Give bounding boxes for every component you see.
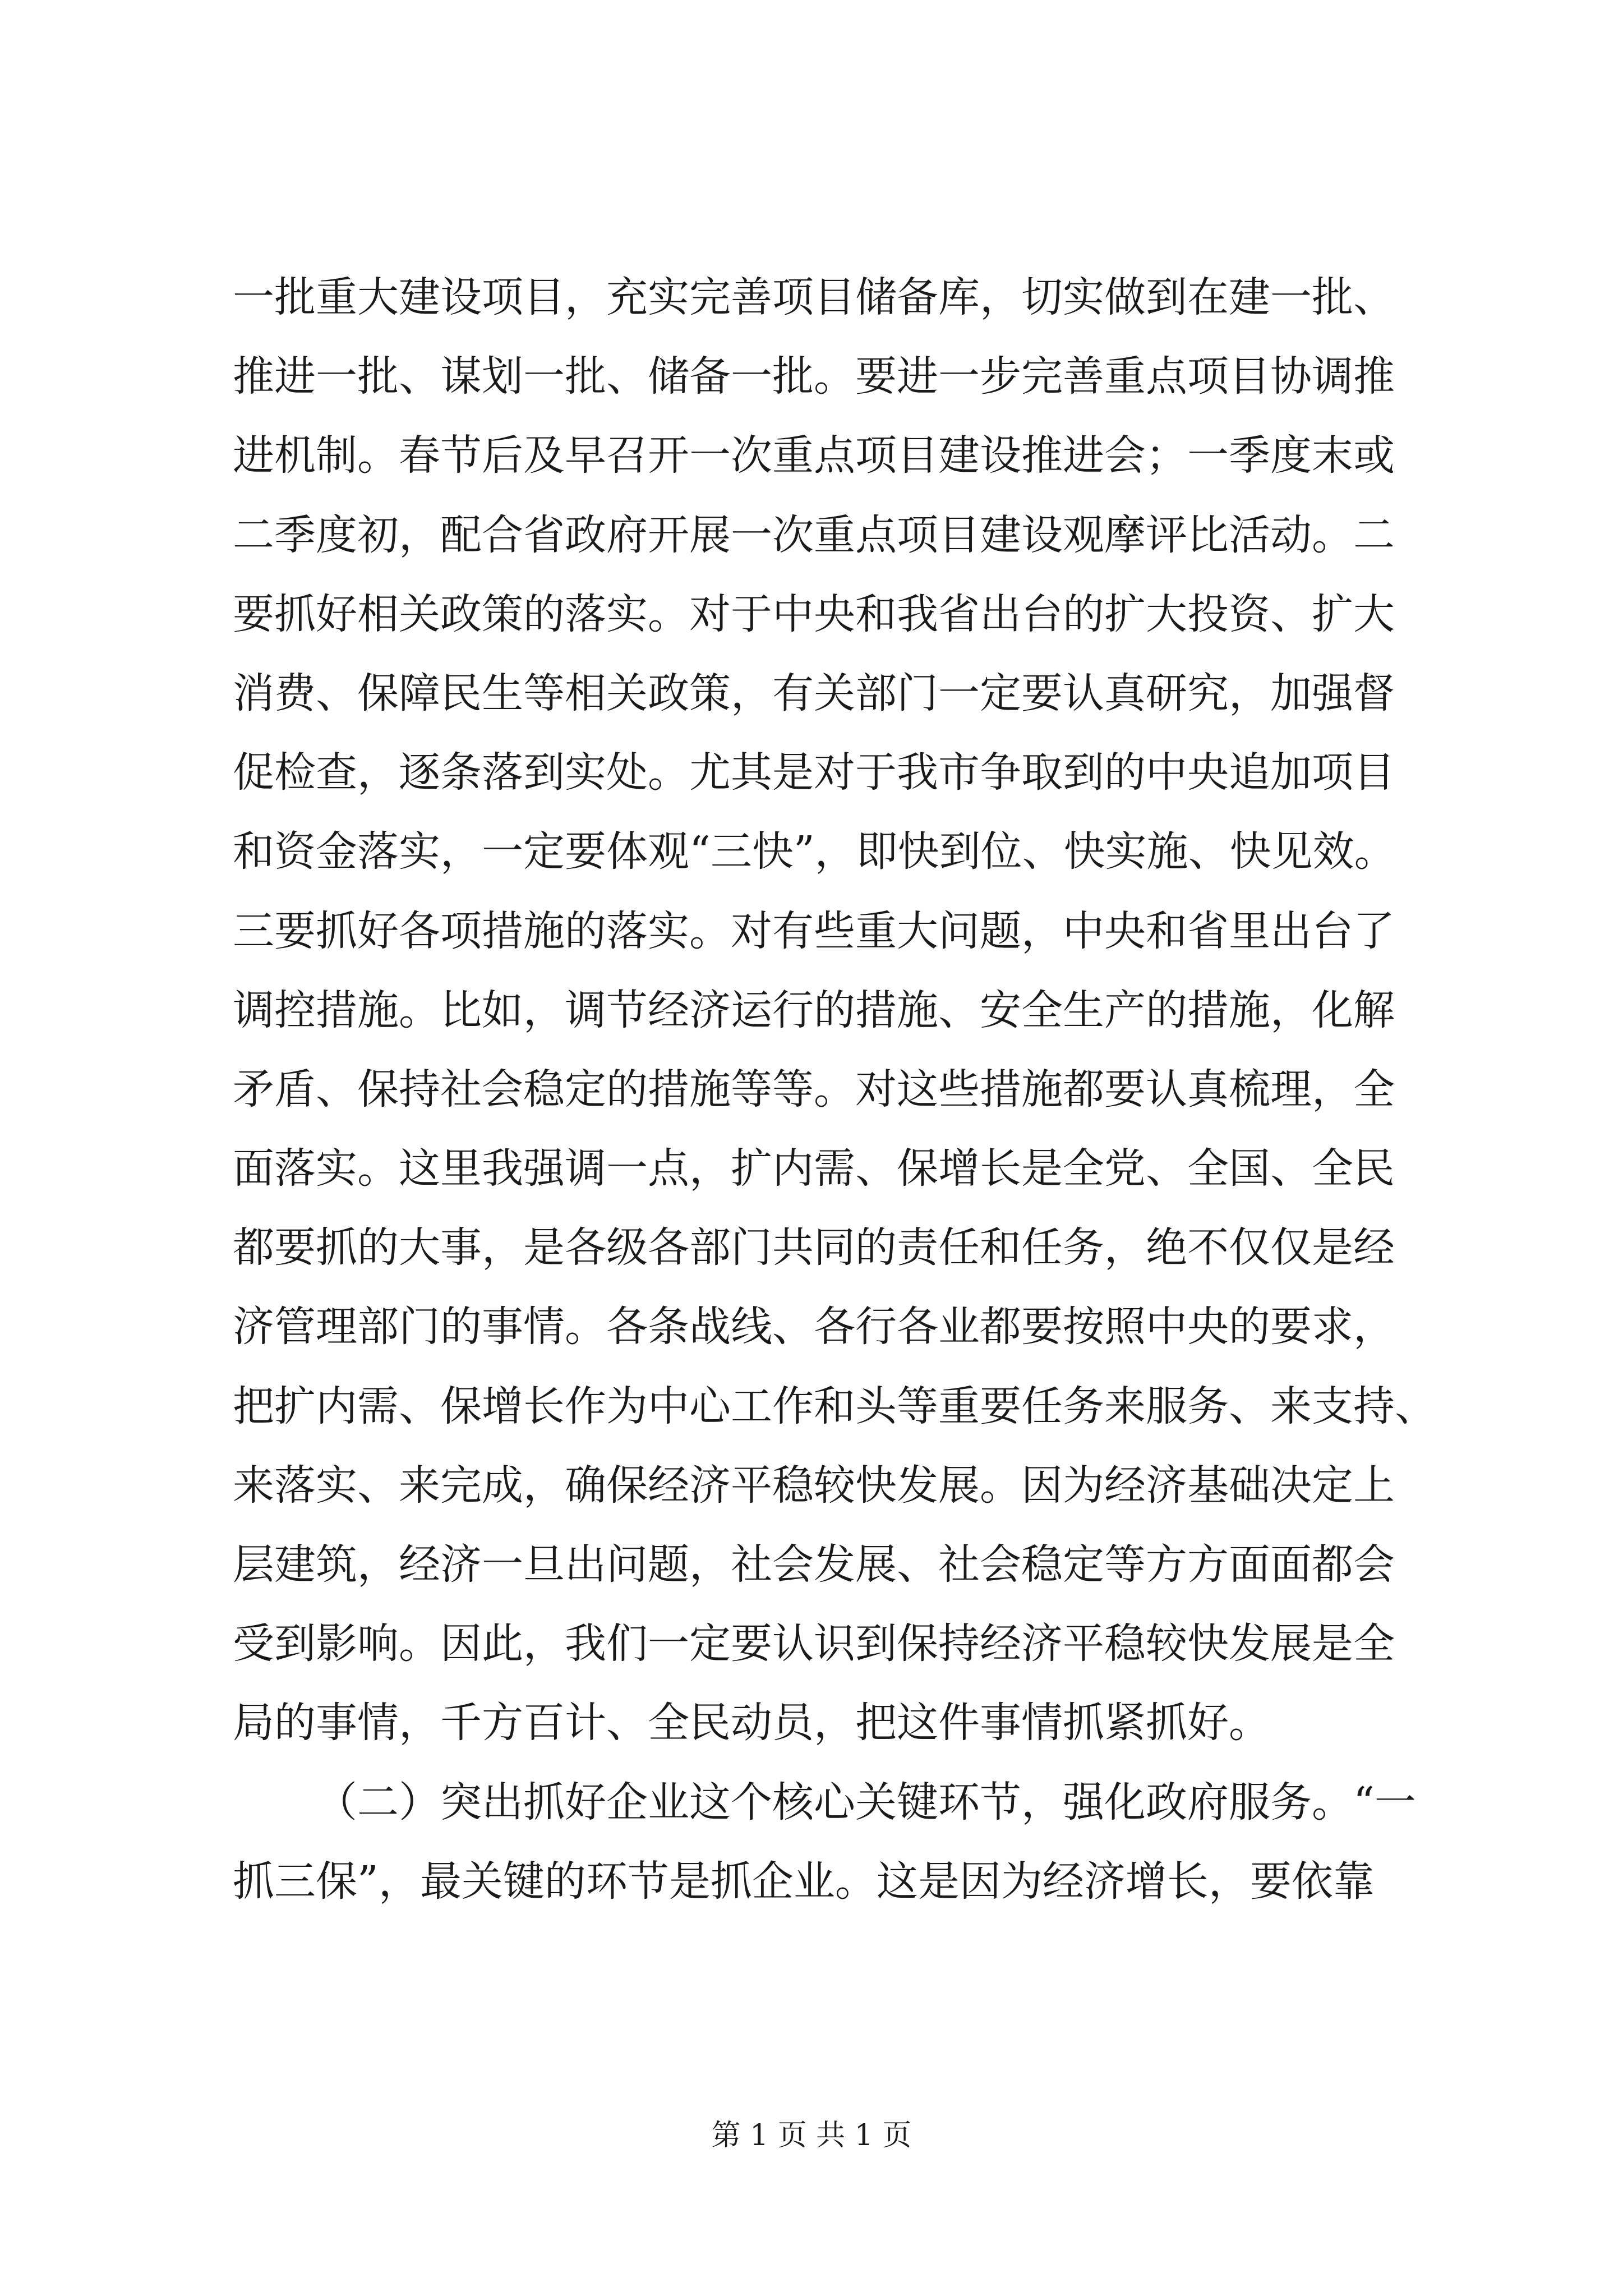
text-line-21: 抓三保”，最关键的环节是抓企业。这是因为经济增长，要依靠 [233, 1857, 1375, 1906]
text-line-7: 促检查，逐条落到实处。尤其是对于我市争取到的中央追加项目 [233, 748, 1395, 797]
text-line-17: 层建筑，经济一旦出问题，社会发展、社会稳定等方方面面都会 [233, 1540, 1395, 1589]
text-line-1: 一批重大建设项目，充实完善项目储备库，切实做到在建一批、 [233, 273, 1395, 321]
text-line-15: 把扩内需、保增长作为中心工作和头等重要任务来服务、来支持、 [233, 1382, 1436, 1430]
text-line-20-paragraph-start: （二）突出抓好企业这个核心关键环节，强化政府服务。“一 [316, 1778, 1416, 1826]
text-line-13: 都要抓的大事，是各级各部门共同的责任和任务，绝不仅仅是经 [233, 1223, 1395, 1272]
text-line-4: 二季度初，配合省政府开展一次重点项目建设观摩评比活动。二 [233, 510, 1395, 559]
text-line-8: 和资金落实，一定要体观“三快”，即快到位、快实施、快见效。 [233, 827, 1396, 876]
text-line-10: 调控措施。比如，调节经济运行的措施、安全生产的措施，化解 [233, 986, 1395, 1034]
text-line-19: 局的事情，千方百计、全民动员，把这件事情抓紧抓好。 [233, 1699, 1270, 1747]
text-line-5: 要抓好相关政策的落实。对于中央和我省出台的扩大投资、扩大 [233, 590, 1395, 638]
text-line-9: 三要抓好各项措施的落实。对有些重大问题，中央和省里出台了 [233, 907, 1395, 955]
page-number-label: 第 1 页 共 1 页 [711, 2119, 912, 2152]
page-footer [0, 2116, 1623, 2155]
text-line-14: 济管理部门的事情。各条战线、各行各业都要按照中央的要求， [233, 1303, 1395, 1351]
text-line-16: 来落实、来完成，确保经济平稳较快发展。因为经济基础决定上 [233, 1461, 1395, 1510]
text-line-12: 面落实。这里我强调一点，扩内需、保增长是全党、全国、全民 [233, 1144, 1395, 1193]
document-body [233, 258, 1436, 1921]
text-line-18: 受到影响。因此，我们一定要认识到保持经济平稳较快发展是全 [233, 1619, 1395, 1668]
text-line-11: 矛盾、保持社会稳定的措施等等。对这些措施都要认真梳理，全 [233, 1065, 1395, 1114]
text-line-2: 推进一批、谋划一批、储备一批。要进一步完善重点项目协调推 [233, 352, 1395, 401]
text-line-6: 消费、保障民生等相关政策，有关部门一定要认真研究，加强督 [233, 669, 1395, 717]
text-line-3: 进机制。春节后及早召开一次重点项目建设推进会；一季度末或 [233, 431, 1395, 480]
